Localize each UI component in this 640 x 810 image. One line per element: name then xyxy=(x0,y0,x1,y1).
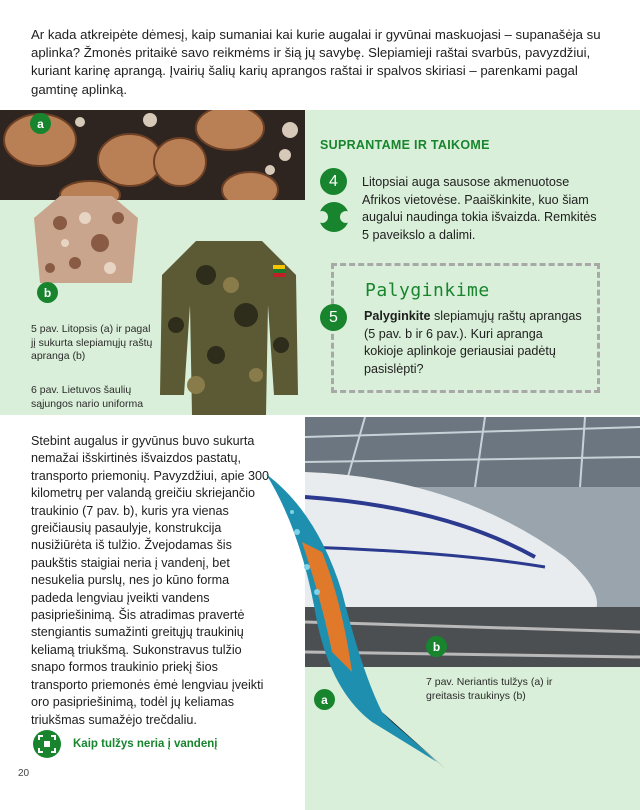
figure-6-caption: 6 pav. Lietuvos šaulių sąjungos nario uniforma xyxy=(31,384,144,410)
badge-a-kingfisher: a xyxy=(314,689,335,710)
compare-title: Palyginkime xyxy=(365,280,490,301)
task-5-number: 5 xyxy=(320,304,347,331)
section-title: SUPRANTAME IR TAIKOME xyxy=(320,138,490,152)
video-link-label[interactable]: Kaip tulžys neria į vandenį xyxy=(73,738,218,750)
kingfisher-image xyxy=(262,472,452,772)
video-link[interactable] xyxy=(33,730,217,758)
badge-a-lithops: a xyxy=(30,113,51,134)
body-paragraph: Stebint augalus ir gyvūnus buvo sukurta nemažai išskirtinės išvaizdos pastatų, transporto priemonių. Pavyzdžiui, apie 300 kilometrų per valandą greičiu skriejančio traukinio (7 pav. b), kuris yra vienas greičiausių pasaulyje, konstrukcija nusižiūrėta iš tulžio. Žvejodamas šis paukštis staigiai neria į vandenį, bet nesukelia purslų, nes jo kūno forma padeda lengviau įveikti vandens pasipriešinimą. Šis atradimas pravertė stengiantis sumažinti greitųjų traukinių keliamą triukšmą. Sukonstravus tulžio snapo formos traukinio priekį šios transporto priemonės ėmė lengviau įveikti oro pasipriešinimą, todėl jų keliamas triukšmas sumažėjo trečdaliu. xyxy=(31,434,270,727)
camouflage-jacket-image xyxy=(30,188,142,286)
intro-paragraph: Ar kada atkreipėte dėmesį, kaip sumaniai kai kurie augalai ir gyvūnai maskuojasi – supanašėja su aplinka? Žmonės pritaikė savo reikmėms ir šią jų savybę. Slepiamieji raštai svarbūs, pavyzdžiui, kuriant karinę aprangą. Įvairių šalių karių aprangos raštai ir spalvos skiriasi – parenkami pagal gamtinę aplinką. xyxy=(31,27,601,97)
pair-work-icon xyxy=(318,202,350,232)
task-5-rest: slepiamųjų raštų aprangas (5 pav. b ir 6 pav.). Kuri apranga kokioje aplinkoje geriausiai padėtų pasislėpti? xyxy=(364,309,582,376)
page-number: 20 xyxy=(18,768,30,779)
lithuanian-uniform-image xyxy=(156,235,302,415)
scan-video-icon xyxy=(33,730,61,758)
task-5-bold-verb: Palyginkite xyxy=(364,309,431,323)
task-4-text: Litopsiai auga sausose akmenuotose Afrikos vietovėse. Paaiškinkite, kuo šiam augalui naudinga tokia išvaizda. Remkitės 5 paveikslo a dalimi. xyxy=(362,175,597,242)
figure-7-caption: 7 pav. Neriantis tulžys (a) ir greitasis traukinys (b) xyxy=(426,676,553,702)
badge-b-train: b xyxy=(426,636,447,657)
figure-5-caption: 5 pav. Litopsis (a) ir pagal jį sukurta slepiamųjų raštų apranga (b) xyxy=(31,323,153,362)
task-5-text xyxy=(364,308,584,378)
task-4-number: 4 xyxy=(320,168,347,195)
badge-b-jacket: b xyxy=(37,282,58,303)
